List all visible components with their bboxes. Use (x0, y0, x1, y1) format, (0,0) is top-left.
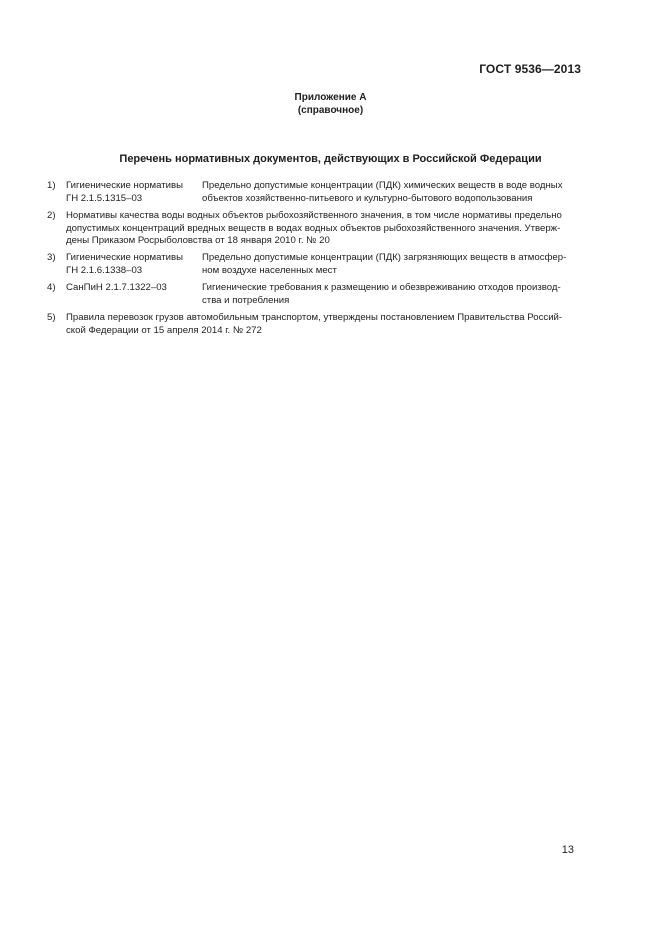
list-item-4 (47, 282, 587, 307)
document-name-line: СанПиН 2.1.7.1322–03 (66, 282, 167, 294)
document-description-line: Предельно допустимые концентрации (ПДК) химических веществ в воде водных (202, 180, 563, 191)
list-item-3 (47, 252, 587, 277)
document-full-text (66, 312, 587, 337)
document-text-line: дены Приказом Росрыболовства от 18 января 2010 г. № 20 (66, 235, 330, 247)
document-text-line: допустимых концентраций вредных веществ в водах водных объектов рыбохозяйственного значения. Утверж- (66, 222, 561, 234)
document-text-line: ской Федерации от 15 апреля 2014 г. № 272 (66, 324, 262, 336)
item-number: 4) (47, 282, 56, 294)
list-title: Перечень нормативных документов, действующих в Российской Федерации (119, 153, 542, 165)
list-item-2 (47, 210, 587, 248)
document-description-line: Предельно допустимые концентрации (ПДК) загрязняющих веществ в атмосфер- (202, 252, 567, 264)
document-name-line: ГН 2.1.5.1315–03 (66, 192, 143, 204)
document-code: ГОСТ 9536—2013 (479, 62, 581, 76)
item-number: 1) (47, 180, 56, 191)
document-name-line: ГН 2.1.6.1338–03 (66, 265, 143, 276)
appendix-title: Приложение А (294, 92, 367, 103)
document-description-line: ства и потребления (202, 294, 290, 306)
appendix-subtitle: (справочное) (297, 104, 364, 116)
page-number: 13 (561, 844, 574, 856)
appendix-heading (0, 92, 661, 117)
normative-documents-list (47, 180, 587, 342)
document-name (66, 252, 202, 277)
document-text-line: Правила перевозок грузов автомобильным транспортом, утверждены постановлением Правительства Россий- (66, 311, 563, 323)
document-name-line: Гигиенические нормативы (66, 180, 183, 191)
document-name (66, 282, 202, 307)
item-number: 3) (47, 252, 56, 264)
document-text-line: Нормативы качества воды водных объектов рыбохозяйственного значения, в том числе нормативы предельно (66, 209, 562, 221)
list-item-5 (47, 312, 587, 337)
item-number: 2) (47, 209, 56, 221)
document-description (202, 252, 587, 277)
list-item-1 (47, 180, 587, 205)
document-description-line: объектов хозяйственно-питьевого и культурно-бытового водопользования (202, 192, 533, 204)
document-description (202, 282, 587, 307)
document-description-line: Гигиенические требования к размещению и обезвреживанию отходов производ- (202, 282, 561, 294)
document-description-line: ном воздухе населенных мест (202, 265, 337, 276)
document-name (66, 180, 202, 205)
document-description (202, 180, 587, 205)
document-name-line: Гигиенические нормативы (66, 252, 183, 264)
item-number: 5) (47, 311, 56, 323)
document-full-text (66, 210, 587, 248)
